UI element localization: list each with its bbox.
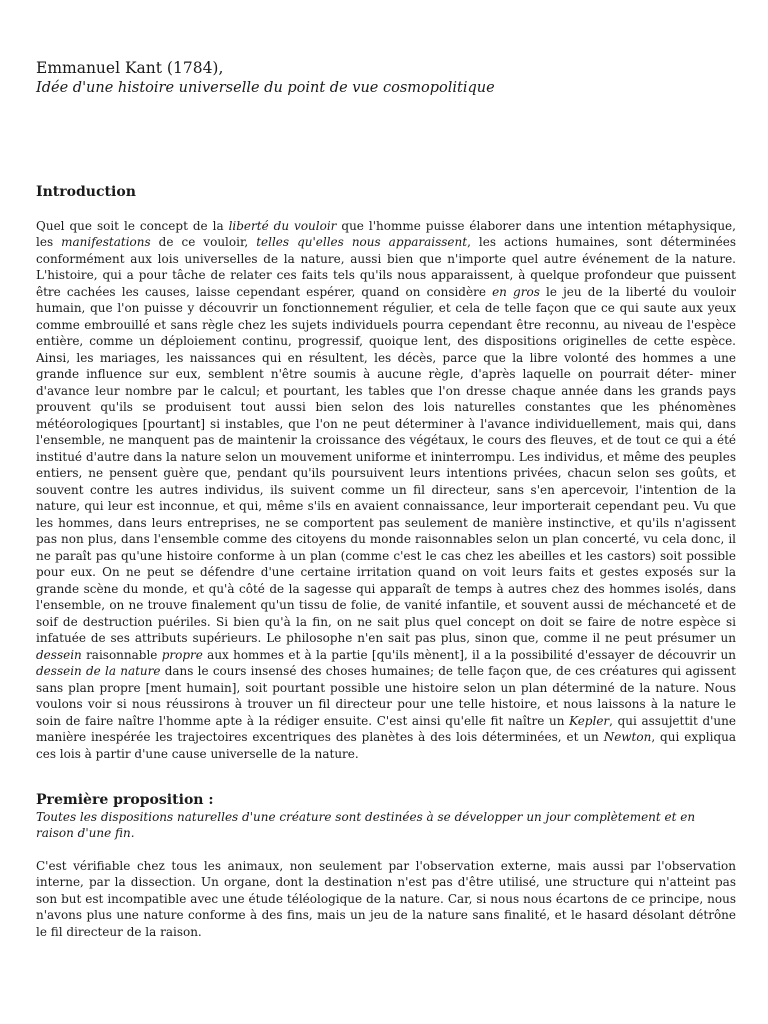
text-run: raisonnable (81, 647, 162, 662)
text-run: le jeu de la liberté du vouloir humain, que l'on puisse y découvrir un fonctionnement régulier, et cela de telle façon que ce qui saute aux yeux comme embrouillé et sans règle chez les sujets individuels pourra cependant être reconnu, au niveau de l'espèce entière, comme un déploiement continu, progressif, quoique lent, des dispositions originelles de cette espèce. Ainsi, les mariages, les naissances qui en résultent, les décès, parce que la libre volonté des hommes a une grande influence sur eux, semblent n'être soumis à aucune règle, d'après laquelle on pourrait déter- miner d'avance leur nombre par le calcul; et pourtant, les tables que l'on dresse chaque année dans les grands pays prouvent qu'ils se produisent tout aussi bien selon des lois naturelles constantes que les phénomènes météorologiques [pourtant] si instables, que l'on ne peut déterminer à l'avance individuellement, mais qui, dans l'ensemble, ne manquent pas de maintenir la croissance des végétaux, le cours des fleuves, et de tout ce qui a été institué d'autre dans la nature selon un mouvement uniforme et ininterrompu. Les individus, et même des peuples entiers, ne pensent guère que, pendant qu'ils poursuivent leurs intentions privées, chacun selon ses goûts, et souvent contre les autres individus, ils suivent comme un fil directeur, sans s'en apercevoir, l'intention de la nature, qui leur est inconnue, et qui, même s'ils en avaient connaissance, leur importerait cependant peu. Vu que les hommes, dans leurs entreprises, ne se comportent pas seulement de manière instinctive, et qu'ils n'agissent pas non plus, dans l'ensemble comme des citoyens du monde raisonnables selon un plan concerté, vu cela donc, il ne paraît pas qu'une histoire conforme à un plan (comme c'est le cas chez les abeilles et les castors) soit possible pour eux. On ne peut se défendre d'une certaine irritation quand on voit leurs faits et gestes exposés sur la grande scène du monde, et qu'à côté de la sagesse qui apparaît de temps à autres chez des hommes isolés, dans l'ensemble, on ne trouve finalement qu'un tissu de folie, de vanité infantile, et souvent aussi de méchanceté et de soif de destruction puériles. Si bien qu'à la fin, on ne sait plus quel concept on doit se faire de notre espèce si infatuée de ses attributs supérieurs. Le philosophe n'en sait pas plus, sinon que, comme il ne peut présumer un (36, 284, 736, 645)
emphasis-run: dessein (36, 647, 82, 662)
introduction-paragraph (36, 218, 736, 763)
text-run: que l'homme puisse élaborer dans une intention métaphysique, les (36, 218, 736, 249)
text-run: aux hommes et à la partie [qu'ils mènent], il a la possibilité d'essayer de découvrir un (202, 647, 736, 662)
text-run: , les actions humaines, sont déterminées conformément aux lois universelles de la nature, aussi bien que n'importe quel autre événement de la nature. L'histoire, qui a pour tâche de relater ces faits tels qu'ils nous apparaissent, à quelque profondeur que puissent être cachées les causes, laisse cependant espérer, quand on considère (36, 235, 736, 299)
emphasis-run: manifestations (61, 235, 151, 249)
introduction-heading: Introduction (36, 184, 136, 200)
emphasis-run: telles qu'elles nous apparaissent (256, 235, 468, 249)
work-title: Idée d'une histoire universelle du point de vue cosmopolitique (36, 80, 495, 96)
text-run: , qui expliqua ces lois à partir d'une cause universelle de la nature. (36, 730, 737, 761)
emphasis-run: Kepler (569, 713, 610, 728)
emphasis-run: en gros (492, 284, 540, 299)
emphasis-run: liberté du vouloir (228, 218, 337, 233)
text-run: dans le cours insensé des choses humaines; de telle façon que, de ces créatures qui agissent sans plan propre [ment humain], soit pourtant possible une histoire selon un plan déterminé de la nature. Nous voulons voir si nous réussirons à trouver un fil directeur pour une telle histoire, et nous laissons à la nature le soin de faire naître l'homme apte à la rédiger ensuite. C'est ainsi qu'elle fit naître un (36, 664, 736, 728)
emphasis-run: dessein de la nature (36, 664, 161, 678)
first-proposition-statement: Toutes les dispositions naturelles d'une créature sont destinées à se développer un jour complètement et en raison d'une fin. (36, 809, 696, 840)
text-run: Quel que soit le concept de la (36, 218, 229, 233)
text-run: de ce vouloir, (150, 235, 257, 249)
first-proposition-paragraph: C'est vérifiable chez tous les animaux, non seulement par l'observation externe, mais aussi par l'observation interne, par la dissection. Un organe, dont la destination n'est pas d'être utilisé, une structure qui n'atteint pas son but est incompatible avec une étude téléologique de la nature. Car, si nous nous écartons de ce principe, nous n'avons plus une nature conforme à des fins, mais un jeu de la nature sans finalité, et le hasard désolant détrône le fil directeur de la raison. (36, 858, 736, 939)
author-line: Emmanuel Kant (1784), (36, 59, 224, 77)
document-page (36, 58, 736, 940)
text-run: , qui assujettit d'une manière inespérée les trajectoires excentriques des planètes à des lois déterminées, et un (36, 713, 736, 744)
emphasis-run: Newton (603, 730, 652, 744)
emphasis-run: propre (161, 647, 203, 662)
first-proposition-heading: Première proposition : (36, 792, 214, 808)
